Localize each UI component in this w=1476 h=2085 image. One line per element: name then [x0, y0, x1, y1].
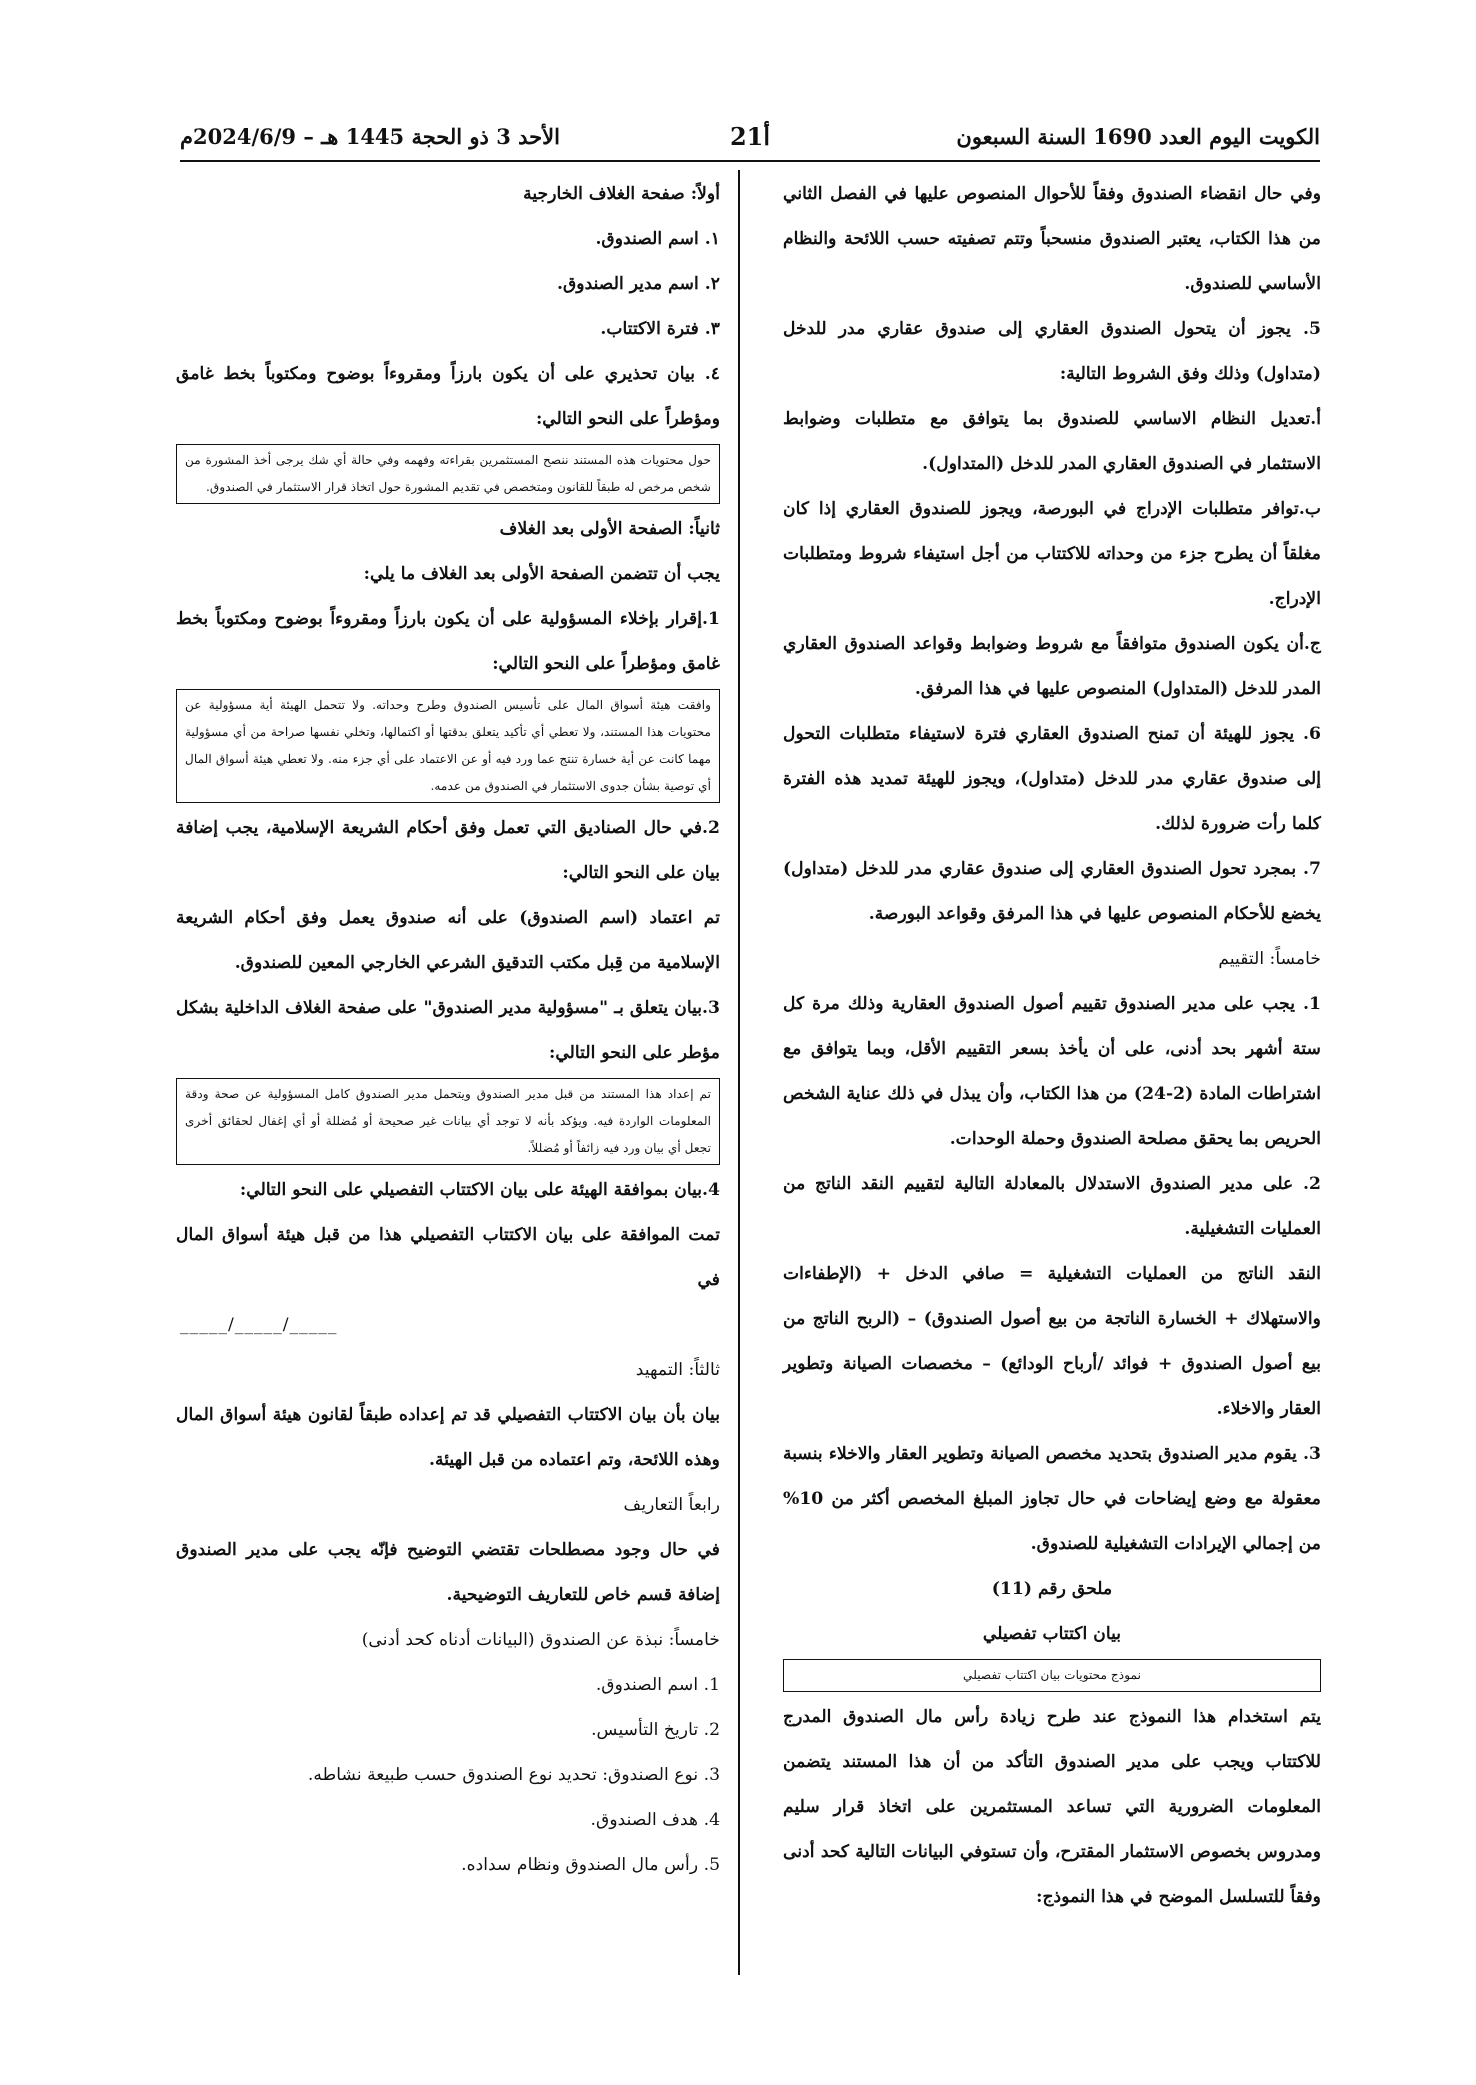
page-number: 21أ	[729, 122, 771, 151]
list-item: 4.بيان بموافقة الهيئة على بيان الاكتتاب التفصيلي على النحو التالي:	[239, 1180, 720, 1200]
list-item: 1. اسم الصندوق.	[595, 1675, 720, 1695]
paragraph: 6. يجوز للهيئة أن تمنح الصندوق العقاري فترة لاستيفاء متطلبات التحول إلى صندوق عقاري مدر للدخل (متداول)، ويجوز للهيئة تمديد هذه الفترة كلما رأت ضرورة لذلك.	[783, 724, 1321, 834]
issue-date: الأحد 3 ذو الحجة 1445 هـ – 2024/6/9م	[180, 124, 560, 149]
disclaimer-box: وافقت هيئة أسواق المال على تأسيس الصندوق وطرح وحداته. ولا تتحمل الهيئة أية مسؤولية عن محتويات هذا المستند، ولا تعطي أي تأكيد يتعلق بدقتها أو اكتمالها، وتخلي نفسها صراحة من أي مسؤولية مهما كانت عن أية خسارة تنتج عما ورد فيه أو عن الاعتماد على أي جزء منه. ولا تعطي هيئة أسواق المال أي توصية بشأن جدوى الاستثمار في الصندوق من عدمه.	[176, 689, 720, 803]
paragraph: 2. على مدير الصندوق الاستدلال بالمعادلة التالية لتقييم النقد الناتج من العمليات التشغيلية.	[783, 1174, 1321, 1239]
list-item: 4. هدف الصندوق.	[590, 1810, 720, 1830]
list-item: 3.بيان يتعلق بـ "مسؤولية مدير الصندوق" على صفحة الغلاف الداخلية بشكل مؤطر على النحو التالي:	[176, 998, 720, 1063]
gazette-issue: الكويت اليوم العدد 1690 السنة السبعون	[956, 124, 1320, 149]
date-blank: _____/_____/_____	[180, 1315, 338, 1335]
paragraph: تم اعتماد (اسم الصندوق) على أنه صندوق يعمل وفق أحكام الشريعة الإسلامية من قِبل مكتب التدقيق الشرعي الخارجي المعين للصندوق.	[176, 908, 720, 973]
list-item: ١. اسم الصندوق.	[595, 229, 720, 249]
list-item: ٢. اسم مدير الصندوق.	[556, 274, 720, 294]
formula-paragraph: النقد الناتج من العمليات التشغيلية = صافي الدخل + (الإطفاءات والاستهلاك + الخسارة الناتجة من بيع أصول الصندوق) – (الربح الناتج من بيع أصول الصندوق + فوائد /أرباح الودائع) – مخصصات الصيانة وتطوير العقار والاخلاء.	[783, 1264, 1321, 1419]
paragraph: بيان بأن بيان الاكتتاب التفصيلي قد تم إعداده طبقاً لقانون هيئة أسواق المال وهذه اللائحة، وتم اعتماده من قبل الهيئة.	[176, 1405, 720, 1470]
template-box: نموذج محتويات بيان اكتتاب تفصيلي	[783, 1659, 1321, 1692]
section-heading: خامساً: نبذة عن الصندوق (البيانات أدناه كحد أدنى)	[361, 1630, 720, 1650]
paragraph: تمت الموافقة على بيان الاكتتاب التفصيلي هذا من قبل هيئة أسواق المال في	[176, 1225, 720, 1290]
list-item: 1.إقرار بإخلاء المسؤولية على أن يكون بارزاً ومقروءاً بوضوح ومكتوباً بخط غامق ومؤطراً على النحو التالي:	[176, 609, 720, 674]
paragraph: يتم استخدام هذا النموذج عند طرح زيادة رأس مال الصندوق المدرج للاكتتاب ويجب على مدير الصندوق التأكد من أن هذا المستند يتضمن المعلومات الضرورية التي تساعد المستثمرين على اتخاذ قرار سليم ومدروس بخصوص الاستثمار المقترح، وأن تستوفي البيانات التالية كحد أدنى وفقاً للتسلسل الموضح في هذا النموذج:	[783, 1707, 1321, 1907]
list-item: 3. نوع الصندوق: تحديد نوع الصندوق حسب طبيعة نشاطه.	[307, 1765, 720, 1785]
warning-box: حول محتويات هذه المستند ننصح المستثمرين بقراءته وفهمه وفي حالة أي شك يرجى أخذ المشورة من شخص مرخص له طبقاً للقانون ومتخصص في تقديم المشورة حول اتخاذ قرار الاستثمار في الصندوق.	[176, 444, 720, 504]
section-heading: رابعاً التعاريف	[623, 1495, 720, 1515]
paragraph: في حال وجود مصطلحات تقتضي التوضيح فإنّه يجب على مدير الصندوق إضافة قسم خاص للتعاريف التوضيحية.	[176, 1540, 720, 1605]
section-heading: ثالثاً: التمهيد	[635, 1360, 720, 1380]
paragraph: ج.أن يكون الصندوق متوافقاً مع شروط وضوابط وقواعد الصندوق العقاري المدر للدخل (المتداول) المنصوص عليها في هذا المرفق.	[783, 634, 1321, 699]
column-divider	[738, 170, 740, 1975]
paragraph: أ.تعديل النظام الاساسي للصندوق بما يتوافق مع متطلبات وضوابط الاستثمار في الصندوق العقاري المدر للدخل (المتداول).	[783, 409, 1321, 474]
appendix-number: ملحق رقم (11)	[991, 1579, 1113, 1599]
left-column	[176, 172, 720, 1888]
paragraph: يجب أن تتضمن الصفحة الأولى بعد الغلاف ما يلي:	[363, 564, 720, 584]
responsibility-box: تم إعداد هذا المستند من قبل مدير الصندوق ويتحمل مدير الصندوق كامل المسؤولية عن صحة ودقة المعلومات الواردة فيه. ويؤكد بأنه لا توجد أي بيانات غير صحيحة أو مُضللة أو أي إغفال لحقائق أخرى تجعل أي بيان ورد فيه زائفاً أو مُضللاً.	[176, 1078, 720, 1165]
list-item: 5. رأس مال الصندوق ونظام سداده.	[461, 1855, 720, 1875]
paragraph: 1. يجب على مدير الصندوق تقييم أصول الصندوق العقارية وذلك مرة كل ستة أشهر بحد أدنى، على أن يأخذ بسعر التقييم الأقل، وبما يتوافق مع اشتراطات المادة (2-24) من هذا الكتاب، وأن يبذل في ذلك عناية الشخص الحريص بما يحقق مصلحة الصندوق وحملة الوحدات.	[783, 994, 1321, 1149]
section-heading: خامساً: التقييم	[1218, 949, 1321, 969]
section-heading: أولاً: صفحة الغلاف الخارجية	[523, 184, 720, 204]
header-rule	[180, 160, 1320, 162]
page-header	[180, 118, 1320, 158]
list-item: ٣. فترة الاكتتاب.	[600, 319, 720, 339]
list-item: ٤. بيان تحذيري على أن يكون بارزاً ومقروءاً بوضوح ومكتوباً بخط غامق ومؤطراً على النحو التالي:	[176, 364, 720, 429]
paragraph: 3. يقوم مدير الصندوق بتحديد مخصص الصيانة وتطوير العقار والاخلاء بنسبة معقولة مع وضع إيضاحات في حال تجاوز المبلغ المخصص أكثر من 10% من إجمالي الإيرادات التشغيلية للصندوق.	[783, 1444, 1321, 1554]
list-item: 2. تاريخ التأسيس.	[591, 1720, 720, 1740]
paragraph: ب.توافر متطلبات الإدراج في البورصة، ويجوز للصندوق العقاري إذا كان مغلقاً أن يطرح جزء من وحداته للاكتتاب من أجل استيفاء شروط ومتطلبات الإدراج.	[783, 499, 1321, 609]
paragraph: 7. بمجرد تحول الصندوق العقاري إلى صندوق عقاري مدر للدخل (متداول) يخضع للأحكام المنصوص عليها في هذا المرفق وقواعد البورصة.	[783, 859, 1321, 924]
section-heading: ثانياً: الصفحة الأولى بعد الغلاف	[499, 519, 720, 539]
list-item: 2.في حال الصناديق التي تعمل وفق أحكام الشريعة الإسلامية، يجب إضافة بيان على النحو التالي:	[176, 818, 720, 883]
appendix-title: بيان اكتتاب تفصيلي	[982, 1624, 1122, 1644]
paragraph: وفي حال انقضاء الصندوق وفقاً للأحوال المنصوص عليها في الفصل الثاني من هذا الكتاب، يعتبر الصندوق منسحباً وتتم تصفيته حسب اللائحة والنظام الأساسي للصندوق.	[783, 184, 1321, 294]
paragraph: 5. يجوز أن يتحول الصندوق العقاري إلى صندوق عقاري مدر للدخل (متداول) وذلك وفق الشروط التالية:	[783, 319, 1321, 384]
right-column	[783, 172, 1321, 1920]
